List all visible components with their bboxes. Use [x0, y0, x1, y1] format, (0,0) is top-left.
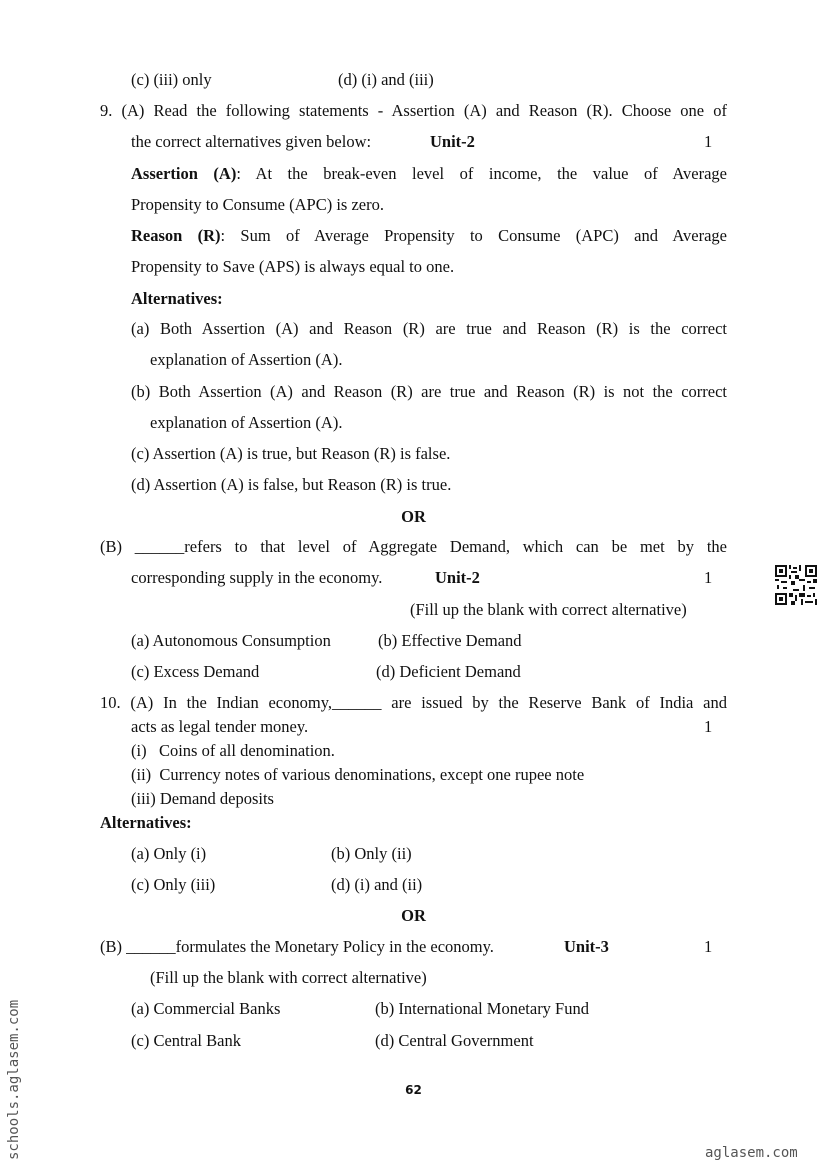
- q9-b-instruction: (Fill up the blank with correct alternative): [410, 600, 687, 619]
- q9-alt-a-line1: (a) Both Assertion (A) and Reason (R) are true and Reason (R) is the correct: [131, 319, 727, 338]
- q10-b-option-c: (c) Central Bank: [131, 1031, 241, 1050]
- reason-text: : Sum of Average Propensity to Consume (APC) and Average: [220, 226, 727, 245]
- q10-item-i: (i) Coins of all denomination.: [131, 741, 335, 760]
- q9-b-line1: (B) ______refers to that level of Aggregate Demand, which can be met by the: [100, 537, 727, 556]
- q10-item-ii: (ii) Currency notes of various denominations, except one rupee note: [131, 765, 585, 784]
- q10-alternatives-label: Alternatives:: [100, 813, 192, 832]
- q10-option-d: (d) (i) and (ii): [331, 875, 423, 894]
- bottom-watermark: aglasem.com: [705, 1145, 798, 1161]
- q9-a-unit: Unit-2: [430, 132, 475, 151]
- q10-option-a: (a) Only (i): [131, 844, 207, 863]
- side-watermark: schools.aglasem.com: [6, 999, 22, 1160]
- q9-a-intro-line2: the correct alternatives given below:: [131, 132, 372, 151]
- q9-a-marks: 1: [704, 132, 713, 151]
- q10-a-line1: 10. (A) In the Indian economy,______ are issued by the Reserve Bank of India and: [100, 693, 727, 712]
- q9-b-unit: Unit-2: [435, 568, 480, 587]
- page-number: 62: [405, 1083, 422, 1097]
- q9-alt-c: (c) Assertion (A) is true, but Reason (R) is false.: [131, 444, 451, 463]
- q9-alt-b-line1: (b) Both Assertion (A) and Reason (R) are true and Reason (R) is not the correct: [131, 382, 727, 401]
- assertion-text: : At the break-even level of income, the value of Average: [236, 164, 727, 183]
- q8-option-d: (d) (i) and (iii): [338, 70, 434, 89]
- q10-option-c: (c) Only (iii): [131, 875, 216, 894]
- q10-option-b: (b) Only (ii): [331, 844, 412, 863]
- q10-b-instruction: (Fill up the blank with correct alternative): [150, 968, 427, 987]
- q9-alt-a-line2: explanation of Assertion (A).: [150, 350, 343, 369]
- q9-b-option-d: (d) Deficient Demand: [376, 662, 521, 681]
- reason-label: Reason (R): [131, 226, 221, 245]
- q10-a-line2: acts as legal tender money.: [131, 717, 309, 736]
- q10-a-marks: 1: [704, 717, 713, 736]
- q9-reason-line2: Propensity to Save (APS) is always equal to one.: [131, 257, 455, 276]
- q10-or-divider: OR: [401, 906, 426, 925]
- q10-item-iii: (iii) Demand deposits: [131, 789, 274, 808]
- q9-alt-b-line2: explanation of Assertion (A).: [150, 413, 343, 432]
- q10-b-option-b: (b) International Monetary Fund: [375, 999, 589, 1018]
- q9-or-divider: OR: [401, 507, 426, 526]
- q8-option-c: (c) (iii) only: [131, 70, 212, 89]
- qr-code-icon: [775, 565, 817, 605]
- q9-assertion-line1: [131, 164, 727, 184]
- q9-b-option-b: (b) Effective Demand: [378, 631, 522, 650]
- q10-b-text: (B) ______formulates the Monetary Policy in the economy.: [100, 937, 494, 956]
- q9-b-marks: 1: [704, 568, 713, 587]
- assertion-label: Assertion (A): [131, 164, 237, 183]
- q9-reason-line1: [131, 226, 727, 246]
- q10-b-unit: Unit-3: [564, 937, 609, 956]
- q10-b-marks: 1: [704, 937, 713, 956]
- q9-a-intro-line1: 9. (A) Read the following statements - Assertion (A) and Reason (R). Choose one of: [100, 101, 727, 120]
- q10-b-option-d: (d) Central Government: [375, 1031, 534, 1050]
- q10-b-option-a: (a) Commercial Banks: [131, 999, 281, 1018]
- q9-alternatives-label: Alternatives:: [131, 289, 223, 308]
- q9-b-option-c: (c) Excess Demand: [131, 662, 260, 681]
- q9-b-option-a: (a) Autonomous Consumption: [131, 631, 331, 650]
- q9-alt-d: (d) Assertion (A) is false, but Reason (R) is true.: [131, 475, 452, 494]
- q9-assertion-line2: Propensity to Consume (APC) is zero.: [131, 195, 384, 214]
- q9-b-line2: corresponding supply in the economy.: [131, 568, 383, 587]
